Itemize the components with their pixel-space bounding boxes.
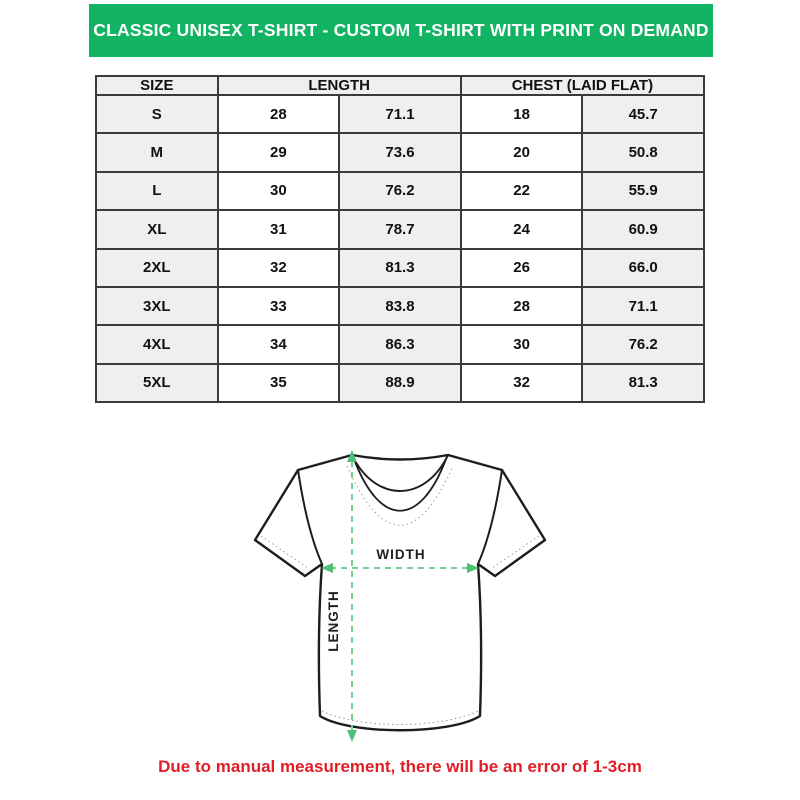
tshirt-measurement-diagram	[250, 445, 550, 745]
length-cm-cell: 88.9	[339, 364, 461, 402]
chest-cm-cell: 81.3	[582, 364, 704, 402]
chest-cm-cell: 66.0	[582, 249, 704, 287]
header-size: SIZE	[96, 76, 218, 95]
table-row	[96, 287, 704, 325]
size-cell: 5XL	[96, 364, 218, 402]
arrow-down-icon	[347, 730, 357, 742]
size-cell: M	[96, 133, 218, 171]
length-cm-cell: 73.6	[339, 133, 461, 171]
length-in-cell: 28	[218, 95, 340, 133]
tshirt-outline-drawing	[255, 455, 545, 730]
length-cm-cell: 78.7	[339, 210, 461, 248]
length-in-cell: 29	[218, 133, 340, 171]
table-header-row	[96, 76, 704, 95]
table-row	[96, 210, 704, 248]
length-cm-cell: 71.1	[339, 95, 461, 133]
chest-in-cell: 22	[461, 172, 583, 210]
length-in-cell: 32	[218, 249, 340, 287]
chest-in-cell: 20	[461, 133, 583, 171]
table-row	[96, 364, 704, 402]
chest-cm-cell: 60.9	[582, 210, 704, 248]
chest-cm-cell: 55.9	[582, 172, 704, 210]
length-cm-cell: 76.2	[339, 172, 461, 210]
size-cell: 3XL	[96, 287, 218, 325]
table-row	[96, 249, 704, 287]
chest-cm-cell: 45.7	[582, 95, 704, 133]
length-label: LENGTH	[326, 590, 341, 652]
size-cell: S	[96, 95, 218, 133]
size-cell: 4XL	[96, 325, 218, 363]
chest-in-cell: 26	[461, 249, 583, 287]
table-row	[96, 325, 704, 363]
length-in-cell: 34	[218, 325, 340, 363]
size-cell: XL	[96, 210, 218, 248]
size-cell: L	[96, 172, 218, 210]
chest-in-cell: 24	[461, 210, 583, 248]
width-label: WIDTH	[376, 547, 426, 562]
chest-in-cell: 18	[461, 95, 583, 133]
chest-in-cell: 28	[461, 287, 583, 325]
size-cell: 2XL	[96, 249, 218, 287]
chest-cm-cell: 71.1	[582, 287, 704, 325]
header-length: LENGTH	[218, 76, 461, 95]
length-in-cell: 35	[218, 364, 340, 402]
table-row	[96, 95, 704, 133]
length-in-cell: 30	[218, 172, 340, 210]
length-cm-cell: 83.8	[339, 287, 461, 325]
chest-in-cell: 30	[461, 325, 583, 363]
length-cm-cell: 86.3	[339, 325, 461, 363]
length-in-cell: 31	[218, 210, 340, 248]
size-chart-banner	[89, 4, 713, 57]
length-cm-cell: 81.3	[339, 249, 461, 287]
chest-in-cell: 32	[461, 364, 583, 402]
size-table	[95, 75, 705, 403]
measurement-error-note: Due to manual measurement, there will be an error of 1-3cm	[158, 757, 642, 776]
chest-cm-cell: 50.8	[582, 133, 704, 171]
size-table-container	[95, 75, 705, 403]
table-row	[96, 133, 704, 171]
header-chest: CHEST (LAID FLAT)	[461, 76, 704, 95]
banner-title: CLASSIC UNISEX T-SHIRT - CUSTOM T-SHIRT WITH PRINT ON DEMAND	[93, 20, 709, 40]
table-row	[96, 172, 704, 210]
length-in-cell: 33	[218, 287, 340, 325]
chest-cm-cell: 76.2	[582, 325, 704, 363]
